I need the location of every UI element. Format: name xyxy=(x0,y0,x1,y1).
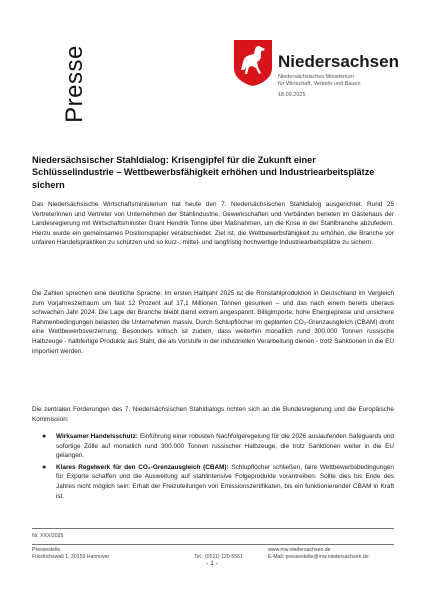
list-item xyxy=(32,463,394,501)
footer-line: Pressestelle xyxy=(32,547,61,553)
list-item-lead: Wirksamer Handelsschutz: xyxy=(56,433,138,440)
footer-contact xyxy=(268,547,369,561)
ministry-line: für Wirtschaft, Verkehr und Bauen xyxy=(278,80,361,87)
paragraph: Die Zahlen sprechen eine deutliche Sprache: Im ersten Halbjahr 2025 ist die Rohstahlproduktion in Deutschland im Vergleich zum Vorjahreszeitraum um fast 12 Prozent auf 17,1 Millionen Tonnen gesunken – und das nach einem bereits überaus schwachen Jahr 2024. Die Lage der Branche bleibt damit extrem angespannt. Billigimporte, hohe Energiepreise und unsichere Rahmenbedingungen belasten die Unternehmen massiv. Durch Schlupflöcher im geplanten CO₂-Grenzausgleich (CBAM) droht eine Wettbewerbsverzerrung. Besonders kritisch ist zudem, dass weiterhin monatlich rund 300.000 Tonnen russische Halbzeuge - halbfertige Produkte aus Stahl, die als Vorstufe in der industriellen Verarbeitung dienen - trotz Sanktionen in die EU importiert werden. xyxy=(32,290,394,355)
demands-list xyxy=(32,432,394,503)
bullet-icon: ● xyxy=(42,463,47,471)
horse-crest-icon xyxy=(234,40,272,86)
presse-label: Presse xyxy=(61,45,89,123)
ministry-name xyxy=(278,74,361,87)
footer-email-link[interactable]: E-Mail: pressestelle@mw.niedersachsen.de xyxy=(268,554,369,560)
press-release-title: Niedersächsischer Stahldialog: Krisengipfel für die Zukunft einer Schlüsselindustrie – Wettbewerbsfähigkeit erhöhen und Industriearbeitsplätze sichern xyxy=(32,155,375,190)
footer-phone: Tel.: (0511) 120-5561 xyxy=(194,554,243,560)
ministry-line: Niedersächsisches Ministerium xyxy=(278,74,354,80)
list-item-text: Einführung einer robusten Nachfolgeregelung für die 2026 auslaufenden Safeguards und sofortige Zölle auf monatlich rund 300.000 Tonnen russischer Halbzeuge, die trotz Sanktionen weiter in die EU gelangen. xyxy=(56,433,394,460)
state-name: Niedersachsen xyxy=(278,52,399,71)
paragraph: Das Niedersächsische Wirtschaftsministerium hat heute den 7. Niedersächsischen Stahldialog ausgerichtet. Rund 25 Vertreterinnen und Vertreter von Unternehmen der Stahlindustrie, Gewerkschaften und Verbänden berieten im Gästehaus der Landesregierung mit Wirtschaftsminister Grant Hendrik Tonne über Maßnahmen, um die Krise in der Stahlbranche abzufedern. Hierzu wurde ein gemeinsames Positionspapier verabschiedet. Ziel ist, die Wettbewerbsfähigkeit zu erhöhen, die Branche vor unfairen Handelspraktiken zu schützen und so kurz-, mittel- und langfristig hochwertige Industriearbeitsplätze zu sichern. xyxy=(32,201,394,247)
list-item-lead: Klares Regelwerk für den CO₂-Grenzausgleich (CBAM): xyxy=(56,463,229,471)
presse-label-box xyxy=(60,40,90,128)
list-item-text: Schlupflöcher schließen, faire Wettbewerbsbedingungen für Exporte schaffen und die Ausweitung auf stahlintensive Folgeprodukte vorantreiben. Sollte dies bis Ende des Jahres nicht möglich sein: Erhalt der Freizuteilungen von Emissionszertifikaten, bis ein funktionierender CBAM in Kraft ist. xyxy=(56,463,394,500)
footer-divider xyxy=(32,528,394,529)
page-number: - 1 - xyxy=(206,560,218,567)
release-number: Nr. XXX/2025 xyxy=(32,533,64,539)
footer-address xyxy=(32,547,109,561)
paragraph: Die zentralen Forderungen des 7. Niedersächsischen Stahldialogs richten sich an die Bundesregierung und die Europäische Kommission: xyxy=(32,406,394,423)
footer-line: Friedrichswall 1, 30159 Hannover xyxy=(32,554,110,560)
footer-website-link[interactable]: www.mw.niedersachsen.de xyxy=(268,547,331,553)
footer-divider xyxy=(32,544,394,545)
bullet-icon: ● xyxy=(42,433,47,440)
list-item xyxy=(32,432,394,461)
release-date: 18.09.2025 xyxy=(278,92,306,98)
